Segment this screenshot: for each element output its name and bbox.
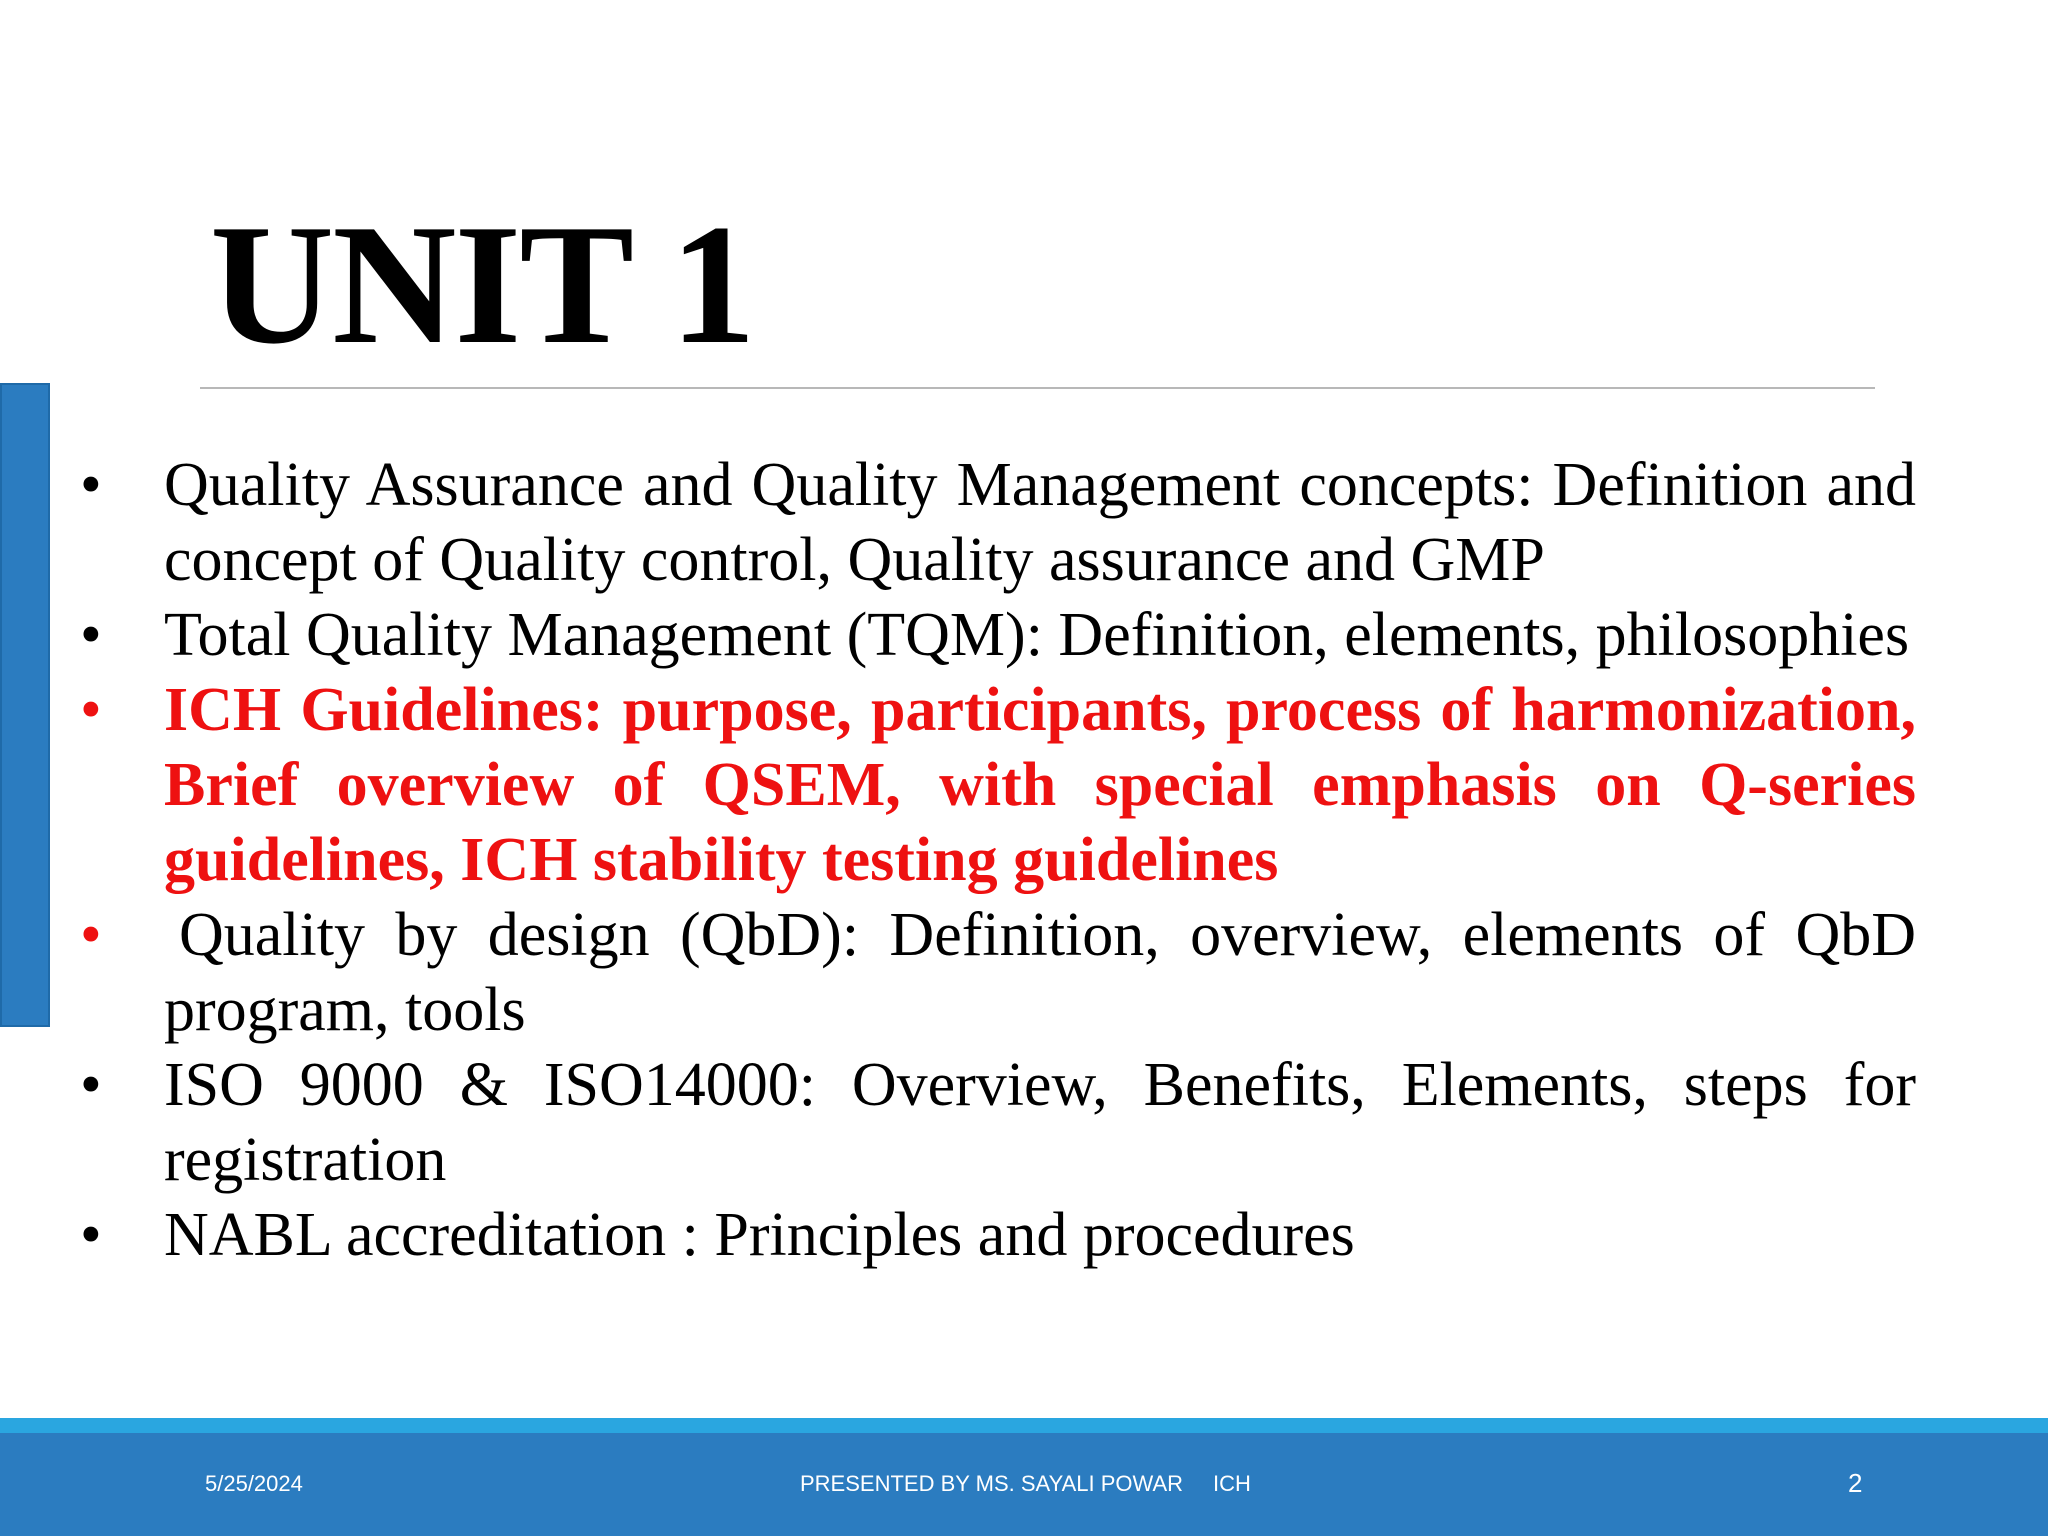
- bullet-marker: •: [80, 1201, 102, 1269]
- title-divider: [200, 387, 1875, 389]
- bullet-marker: •: [80, 1051, 102, 1119]
- bullet-item-nabl: [80, 1198, 1916, 1273]
- bullet-text: Total Quality Management (TQM): Definition, elements, philosophies: [164, 601, 1910, 669]
- footer-date: 5/25/2024: [205, 1471, 303, 1496]
- bullet-list: [80, 448, 1916, 1273]
- bullet-marker: •: [80, 451, 102, 519]
- bullet-marker: •: [80, 901, 102, 969]
- slide-footer: [0, 1433, 2048, 1536]
- footer-topic: ICH: [1213, 1471, 1251, 1496]
- slide-title: UNIT 1: [210, 190, 754, 380]
- left-accent-bar: [0, 383, 50, 1027]
- bullet-item-ich-guidelines: [80, 673, 1916, 898]
- bullet-text: Quality Assurance and Quality Management concepts: Definition and concept of Quality control, Quality assurance and GMP: [164, 451, 1916, 594]
- bullet-item-qa-qm: [80, 448, 1916, 598]
- bullet-text-highlighted: ICH Guidelines: purpose, participants, process of harmonization, Brief overview of QSEM, with special emphasis on Q-series guidelines, ICH stability testing guidelines: [164, 676, 1916, 894]
- bullet-text: Quality by design (QbD): Definition, overview, elements of QbD program, tools: [164, 901, 1916, 1044]
- bullet-text: NABL accreditation : Principles and procedures: [164, 1201, 1355, 1269]
- bullet-item-iso: [80, 1048, 1916, 1198]
- bullet-marker: •: [80, 601, 102, 669]
- bullet-item-qbd: [80, 898, 1916, 1048]
- bullet-text: ISO 9000 & ISO14000: Overview, Benefits, Elements, steps for registration: [164, 1051, 1916, 1194]
- footer-presenter: PRESENTED BY MS. SAYALI POWAR: [800, 1471, 1184, 1496]
- footer-page-number: 2: [1848, 1468, 1863, 1498]
- bullet-marker: •: [80, 676, 102, 744]
- footer-accent-strip: [0, 1418, 2048, 1433]
- bullet-item-tqm: [80, 598, 1916, 673]
